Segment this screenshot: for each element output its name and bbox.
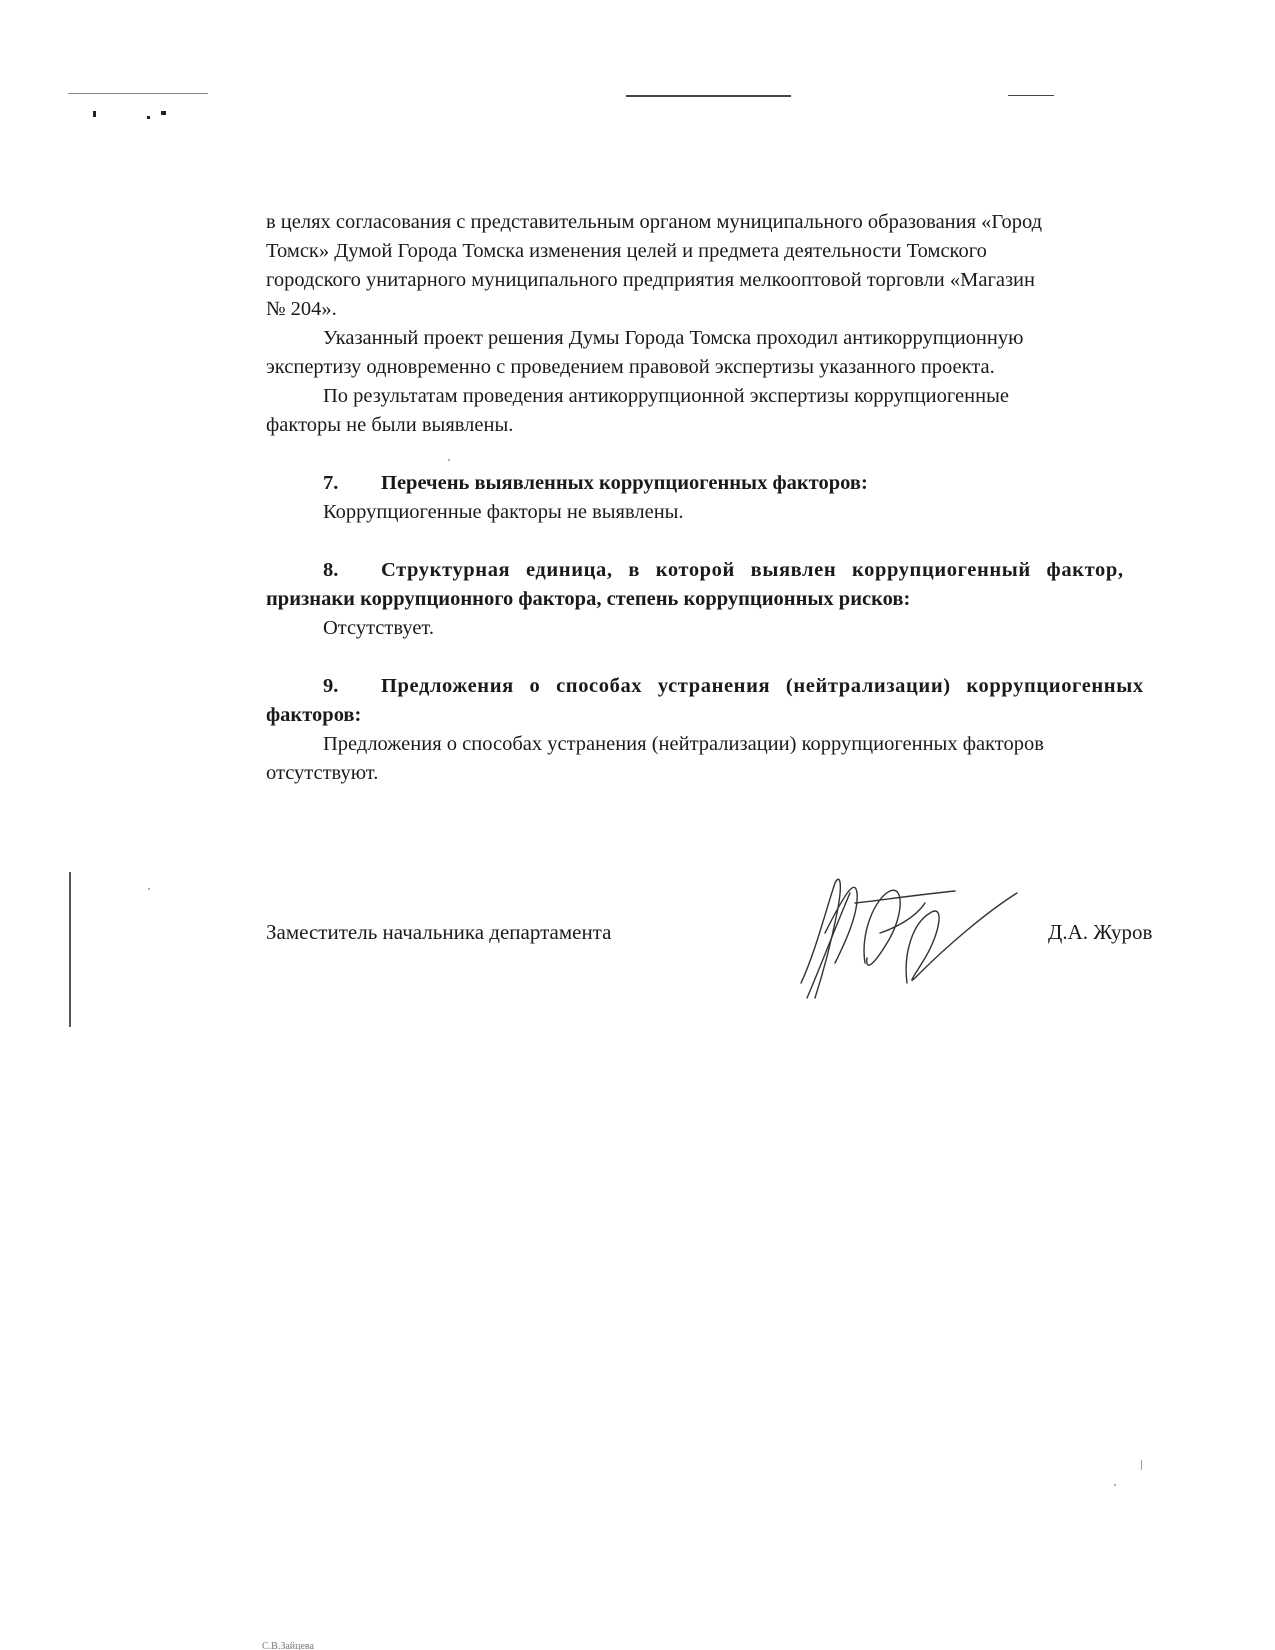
section-number: 8.: [323, 559, 339, 581]
scan-speck: [148, 888, 150, 890]
paragraph-line: По результатам проведения антикоррупционной экспертизы коррупциогенные: [323, 385, 1009, 407]
section-heading-text: признаки коррупционного фактора, степень коррупционных рисков:: [266, 588, 911, 610]
paragraph-line: Указанный проект решения Думы Города Томска проходил антикоррупционную: [323, 327, 1024, 349]
section-heading-text: Структурная единица, в которой выявлен коррупциогенный фактор,: [381, 559, 1124, 581]
paragraph-line: городского унитарного муниципального предприятия мелкооптовой торговли «Магазин: [266, 269, 1035, 291]
signatory-name: Д.А. Журов: [1048, 920, 1153, 944]
scan-mark: [161, 111, 166, 115]
section-body: отсутствуют.: [266, 762, 379, 784]
scan-line-center: [626, 95, 791, 97]
section-heading: [266, 469, 1275, 498]
section-body: Отсутствует.: [323, 617, 434, 639]
section-heading-text: Предложения о способах устранения (нейтрализации) коррупциогенных: [381, 675, 1144, 697]
paragraph-line: факторы не были выявлены.: [266, 414, 514, 436]
scan-line-left: [68, 93, 208, 94]
handwritten-signature: [795, 873, 1025, 1008]
signatory-title: Заместитель начальника департамента: [266, 920, 612, 944]
scan-speck: [1114, 1484, 1116, 1486]
paragraph-line: № 204».: [266, 298, 337, 320]
section-number: 7.: [323, 472, 339, 494]
signature-block: [266, 920, 1275, 980]
section-number: 9.: [323, 675, 339, 697]
footer-note: С.В.Зайцева: [262, 1641, 314, 1650]
scan-speck: [1141, 1460, 1142, 1470]
section-heading: [266, 672, 1275, 701]
scan-margin-bar: [69, 872, 71, 1027]
section-body: Предложения о способах устранения (нейтрализации) коррупциогенных факторов: [323, 733, 1044, 755]
section-heading-text: Перечень выявленных коррупциогенных факторов:: [381, 472, 868, 494]
section-heading: [266, 556, 1275, 585]
paragraph-line: в целях согласования с представительным органом муниципального образования «Город: [266, 211, 1043, 233]
section-heading-text: факторов:: [266, 704, 362, 726]
section-body: Коррупциогенные факторы не выявлены.: [323, 501, 684, 523]
document-body: [266, 208, 1275, 788]
paragraph-line: экспертизу одновременно с проведением правовой экспертизы указанного проекта.: [266, 356, 995, 378]
scan-mark: [93, 111, 96, 117]
scan-line-right: [1008, 95, 1054, 96]
scan-mark: [147, 116, 150, 119]
paragraph-line: Томск» Думой Города Томска изменения целей и предмета деятельности Томского: [266, 240, 987, 262]
